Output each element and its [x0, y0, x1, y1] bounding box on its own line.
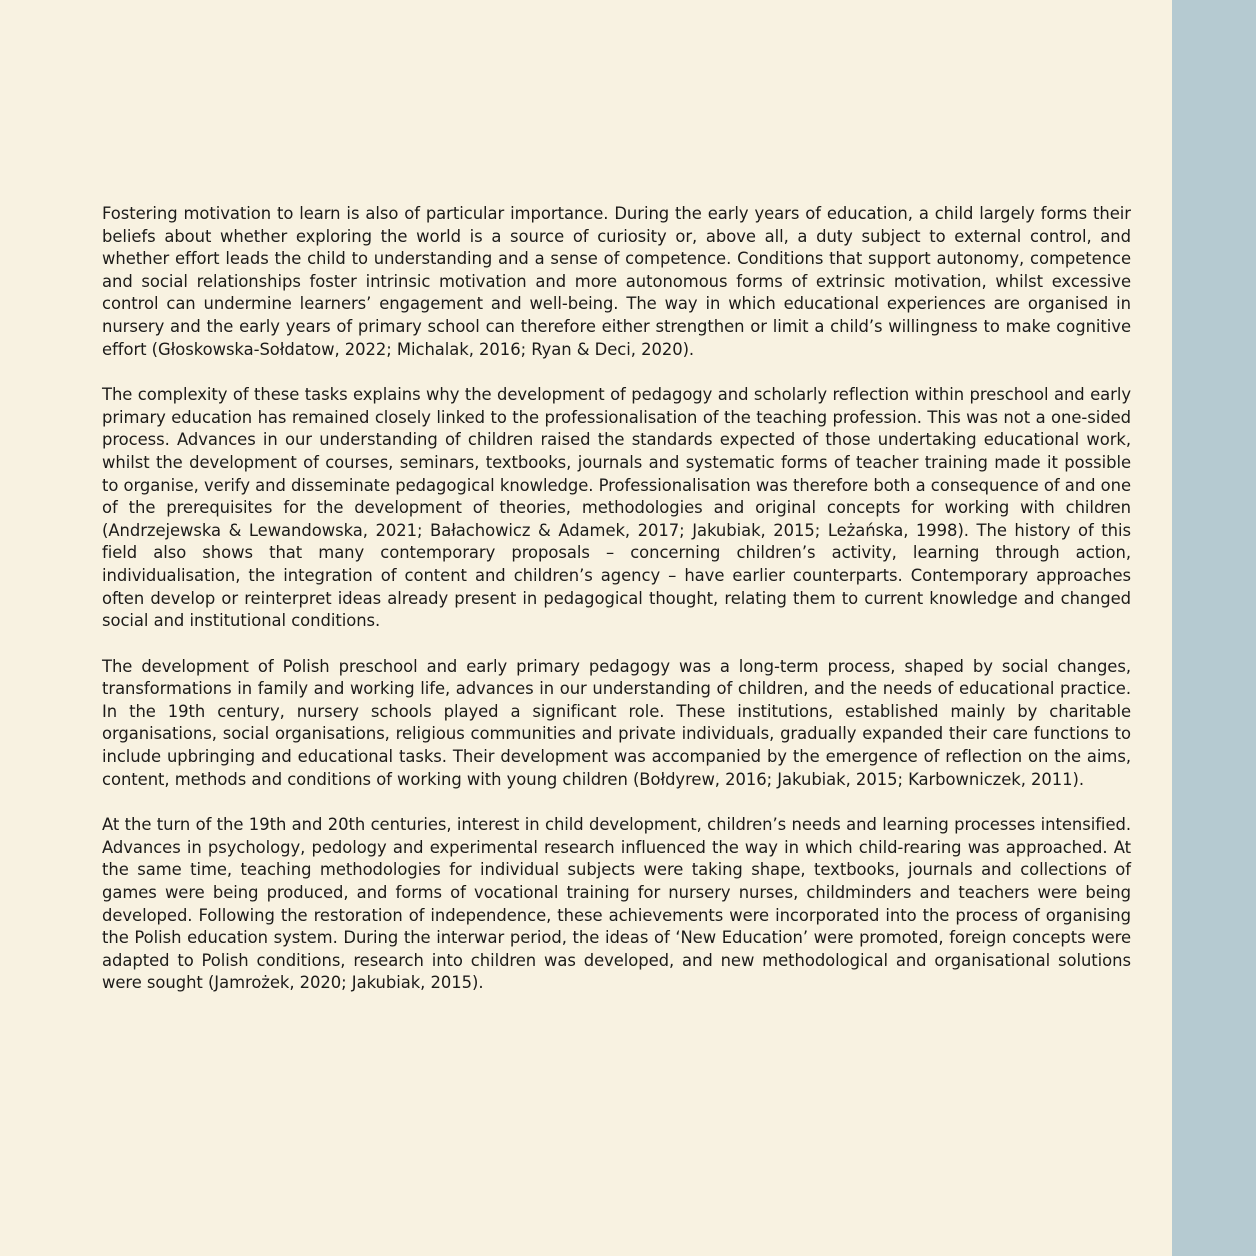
paragraph-turn-of-century: At the turn of the 19th and 20th centuries, interest in child development, children’s needs and learning processes intensified. Advances in psychology, pedology and experimental research influenced the way in which child-rearing was approached. At the same time, teaching methodologies for individual subjects were taking shape, textbooks, journals and collections of games were being produced, and forms of vocational training for nursery nurses, childminders and teachers were being developed. Following the restoration of independence, these achievements were incorporated into the process of organising the Polish education system. During the interwar period, the ideas of ‘New Education’ were promoted, foreign concepts were adapted to Polish conditions, research into children was developed, and new methodological and organisational solutions were sought (Jamrożek, 2020; Jakubiak, 2015). — [102, 815, 1131, 993]
paragraph-motivation: Fostering motivation to learn is also of particular importance. During the early years of education, a child largely forms their beliefs about whether exploring the world is a source of curiosity or, above all, a duty subject to external control, and whether effort leads the child to understanding and a sense of competence. Conditions that support autonomy, competence and social relationships foster intrinsic motivation and more autonomous forms of extrinsic motivation, whilst excessive control can undermine learners’ engagement and well-being. The way in which educational experiences are organised in nursery and the early years of primary school can therefore either strengthen or limit a child’s willingness to make cognitive effort (Głoskowska-Sołdatow, 2022; Michalak, 2016; Ryan & Deci, 2020). — [102, 204, 1131, 359]
paragraph-19th-century: The development of Polish preschool and early primary pedagogy was a long-term process, shaped by social changes, transformations in family and working life, advances in our understanding of children, and the needs of educational practice. In the 19th century, nursery schools played a significant role. These institutions, established mainly by charitable organisations, social organisations, religious communities and private individuals, gradually expanded their care functions to include upbringing and educational tasks. Their development was accompanied by the emergence of reflection on the aims, content, methods and conditions of working with young children (Bołdyrew, 2016; Jakubiak, 2015; Karbowniczek, 2011). — [102, 656, 1131, 789]
paragraph-professionalisation: The complexity of these tasks explains why the development of pedagogy and scholarly reflection within preschool and early primary education has remained closely linked to the professionalisation of the teaching profession. This was not a one-sided process. Advances in our understanding of children raised the standards expected of those undertaking educational work, whilst the development of courses, seminars, textbooks, journals and systematic forms of teacher training made it possible to organise, verify and disseminate pedagogical knowledge. Professionalisation was therefore both a consequence of and one of the prerequisites for the development of theories, methodologies and original concepts for working with children (Andrzejewska & Lewandowska, 2021; Bałachowicz & Adamek, 2017; Jakubiak, 2015; Leżańska, 1998). The history of this field also shows that many contemporary proposals – concerning children’s activity, learning through action, individualisation, the integration of content and children’s agency – have earlier counterparts. Contemporary approaches often develop or reinterpret ideas already present in pedagogical thought, relating them to current knowledge and changed social and institutional conditions. — [102, 385, 1131, 631]
decorative-side-band — [1172, 0, 1256, 1256]
document-body — [102, 203, 1131, 995]
